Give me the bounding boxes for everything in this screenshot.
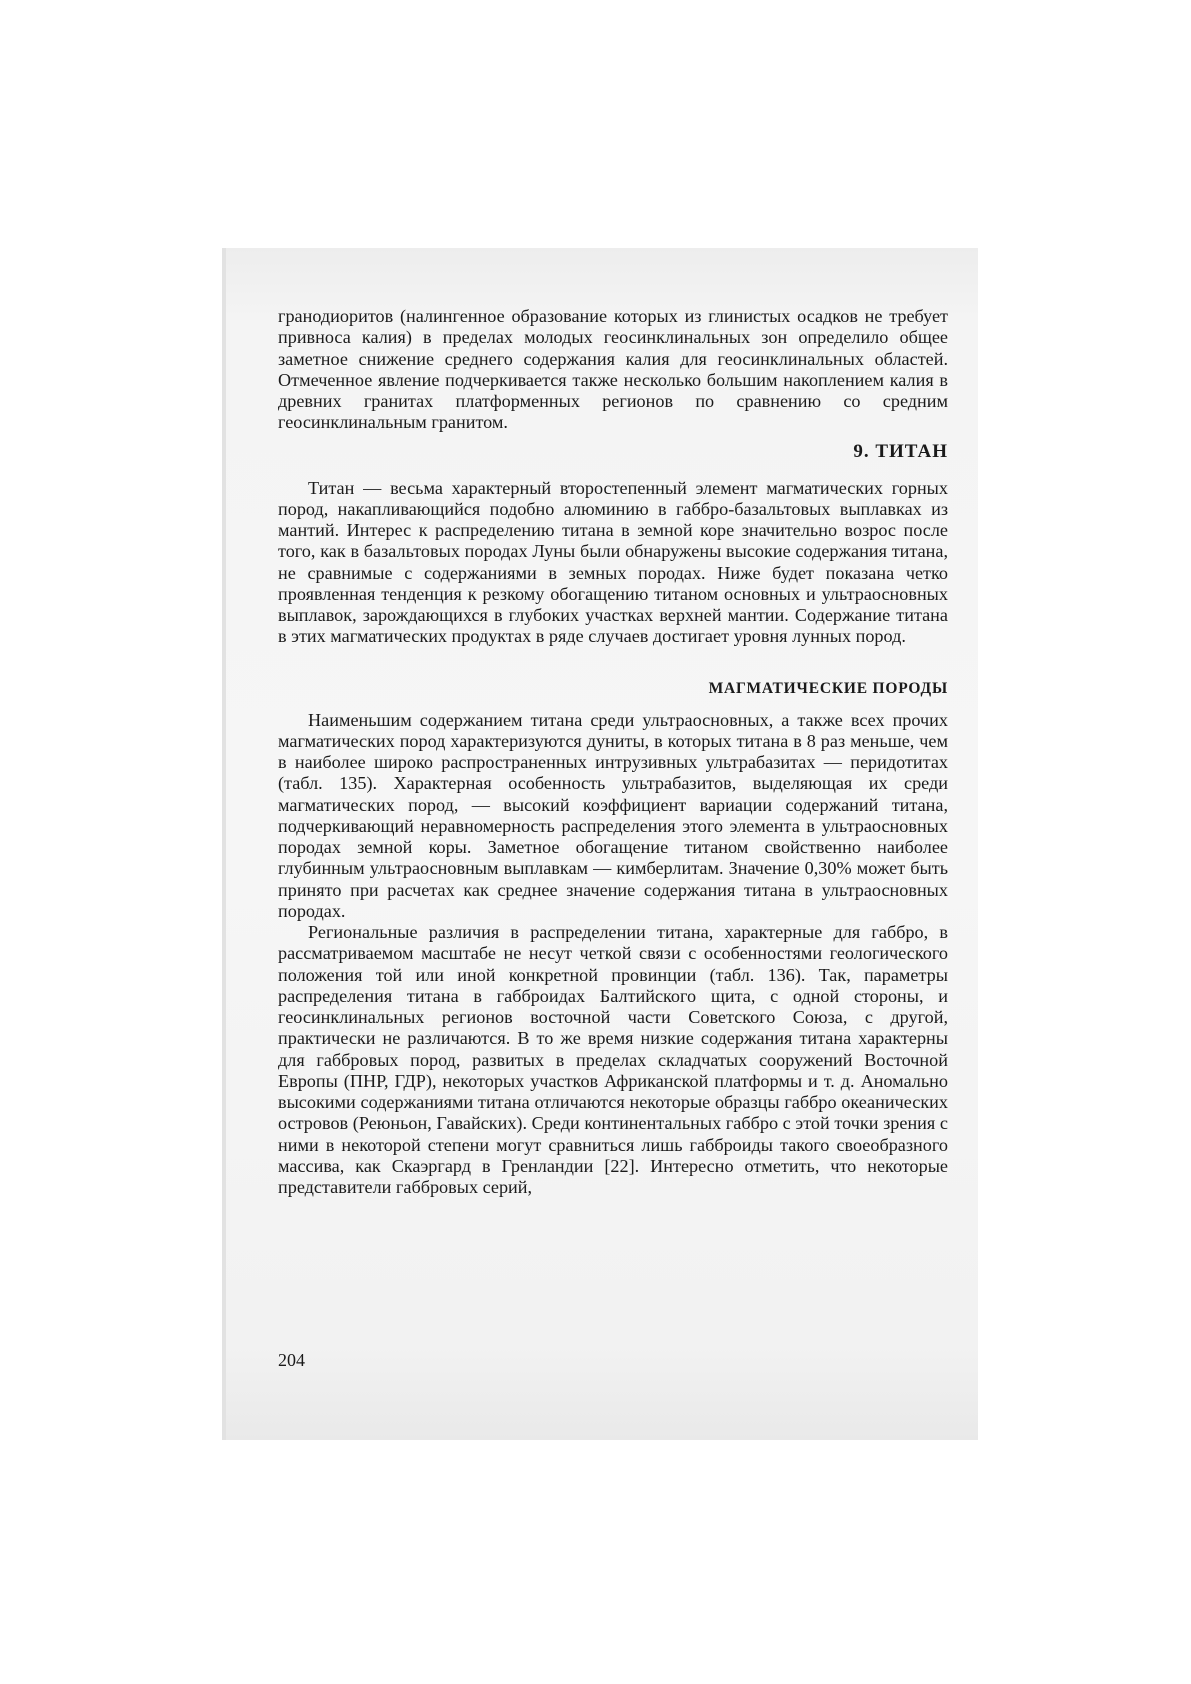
subsection-title: МАГМАТИЧЕСКИЕ ПОРОДЫ [708, 679, 948, 697]
page-number: 204 [278, 1350, 305, 1370]
paragraph-ultrabasic: Наименьшим содержанием титана среди ультраосновных, а также всех прочих магматических пород характеризуются дуниты, в которых титана в 8 раз меньше, чем в наиболее широко распространенных интрузивных ультрабазитах — перидотитах (табл. 135). Характерная особенность ультрабазитов, выделяющая их среди магматических пород, — высокий коэффициент вариации содержаний титана, подчеркивающий неравномерность распределения этого элемента в ультраосновных породах земной коры. Заметное обогащение титаном свойственно наиболее глубинным ультраосновным выплавкам — кимберлитам. Значение 0,30% может быть принято при расчетах как среднее значение содержания титана в ультраосновных породах. [278, 709, 948, 921]
paragraph-titan-intro: Титан — весьма характерный второстепенный элемент магматических горных пород, накапливающийся подобно алюминию в габбро-базальтовых выплавках из мантий. Интерес к распределению титана в земной коре значительно возрос после того, как в базальтовых породах Луны были обнаружены высокие содержания титана, не сравнимые с содержаниями в земных породах. Ниже будет показана четко проявленная тенденция к резкому обогащению титаном основных и ультраосновных выплавок, зарождающихся в глубоких участках верхней мантии. Содержание титана в этих магматических продуктах в ряде случаев достигает уровня лунных пород. [278, 477, 948, 647]
page-text [278, 306, 948, 1198]
paragraph-regional: Региональные различия в распределении титана, характерные для габбро, в рассматриваемом масштабе не несут четкой связи с особенностями геологического положения той или иной конкретной провинции (табл. 136). Так, параметры распределения титана в габброидах Балтийского щита, с одной стороны, и геосинклинальных регионов восточной части Советского Союза, с другой, практически не различаются. В то же время низкие содержания титана характерны для габбровых пород, развитых в пределах складчатых сооружений Восточной Европы (ПНР, ГДР), некоторых участков Африканской платформы и т. д. Аномально высокими содержаниями титана отличаются некоторые образцы габбро океанических островов (Реюньон, Гавайских). Среди континентальных габбро с этой точки зрения с ними в некоторой степени могут сравниться лишь габброиды такого своеобразного массива, как Скаэргард в Гренландии [22]. Интересно отметить, что некоторые представители габбровых серий, [278, 922, 948, 1197]
paragraph-continuation: гранодиоритов (налингенное образование которых из глинистых осадков не требует привноса калия) в пределах молодых геосинклинальных зон определило общее заметное снижение среднего содержания калия для геосинклинальных областей. Отмеченное явление подчеркивается также несколько большим накоплением калия в древних гранитах платформенных регионов по сравнению со средним геосинклинальным гранитом. [278, 306, 948, 433]
section-title: 9. ТИТАН [853, 440, 948, 462]
